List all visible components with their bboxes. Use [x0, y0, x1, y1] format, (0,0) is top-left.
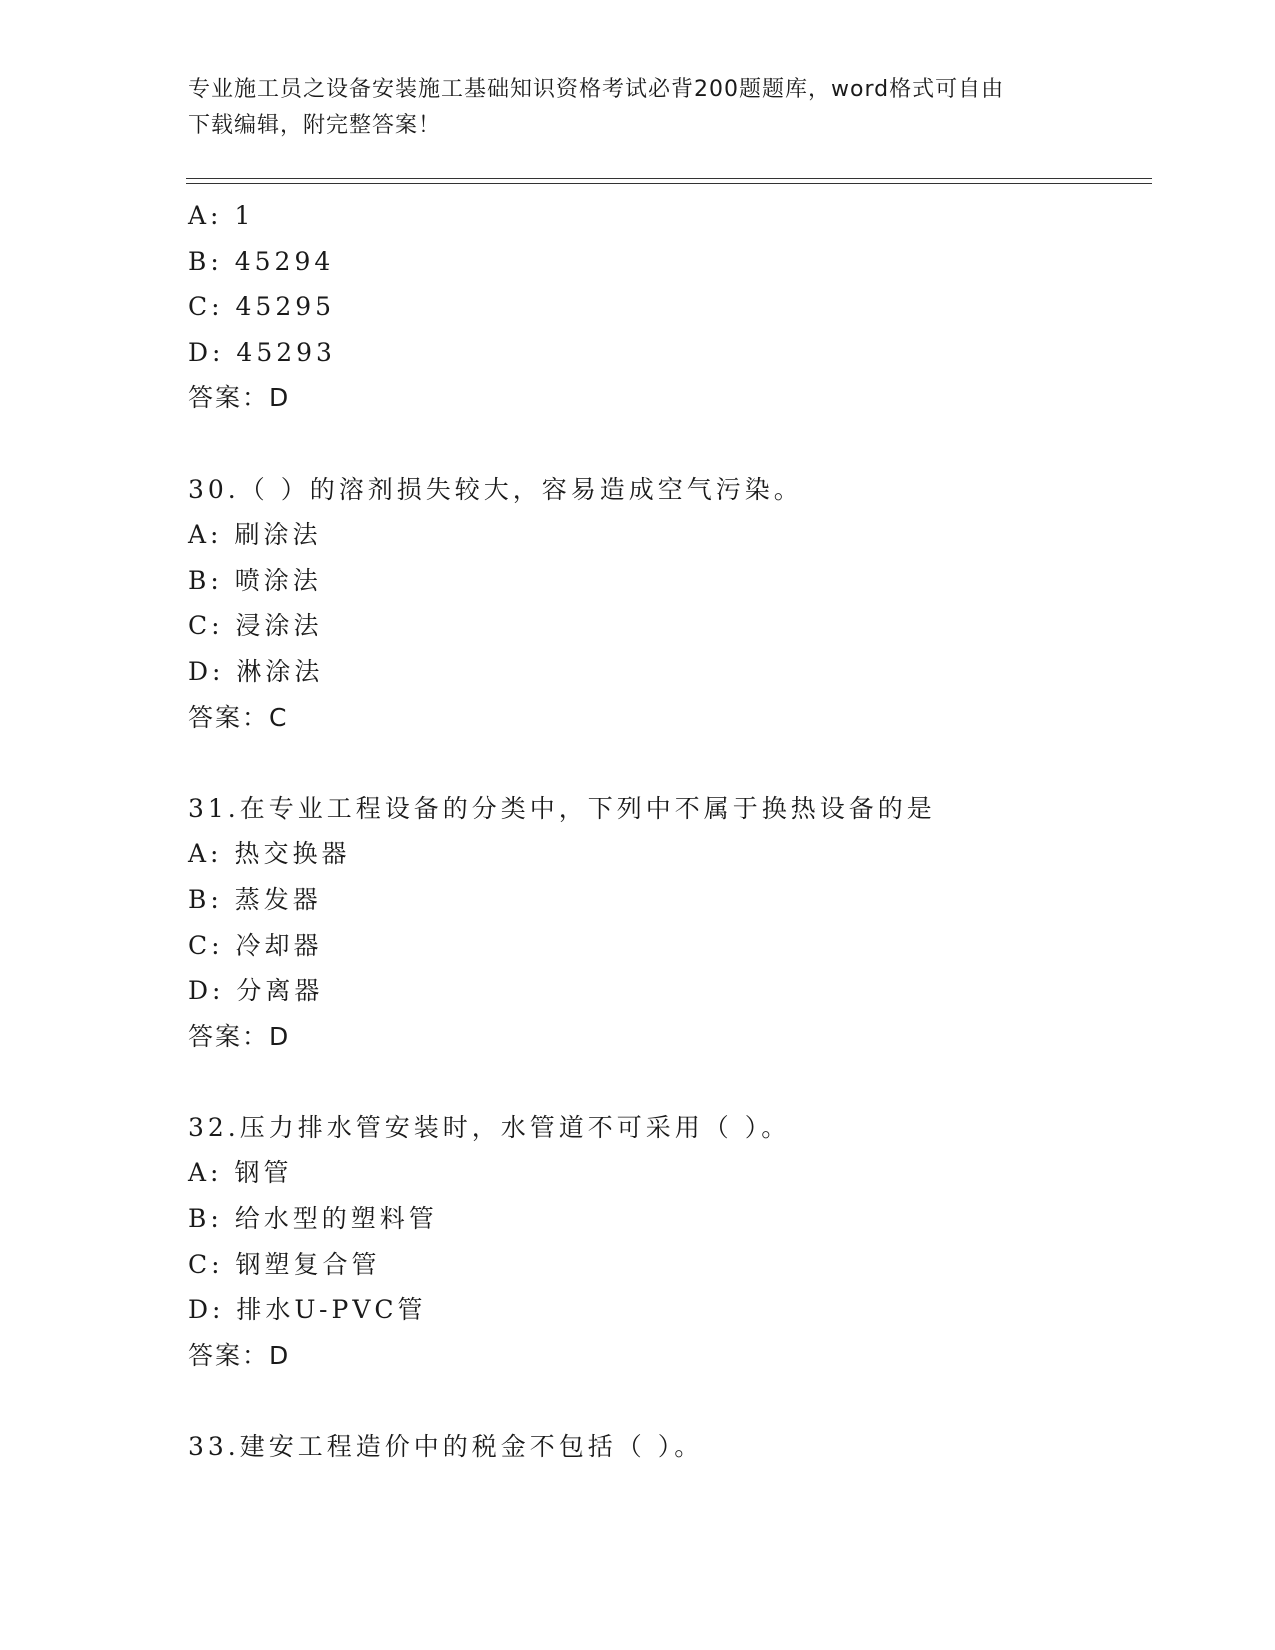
option-c: C: 钢塑复合管	[188, 1249, 381, 1279]
option-b: B: 喷涂法	[188, 565, 322, 595]
question-list	[188, 193, 1148, 1470]
option-a: A: 钢管	[188, 1158, 293, 1188]
spacer	[188, 740, 1148, 786]
question-title: 31.在专业工程设备的分类中，下列中不属于换热设备的是	[188, 793, 936, 823]
option-a: A: 刷涂法	[188, 520, 322, 550]
answer-line: 答案：D	[188, 1021, 291, 1051]
answer-line: 答案：C	[188, 702, 289, 732]
document-header	[188, 72, 1088, 144]
option-c: C: 冷却器	[188, 930, 323, 960]
spacer	[188, 421, 1148, 467]
option-d: D: 分离器	[188, 976, 324, 1006]
header-line-1: 专业施工员之设备安装施工基础知识资格考试必背200题题库，word格式可自由	[188, 77, 1005, 102]
option-a: A: 热交换器	[188, 839, 351, 869]
question-title: 32.压力排水管安装时，水管道不可采用（ ）。	[188, 1112, 791, 1142]
answer-line: 答案：D	[188, 383, 291, 413]
option-b: B: 给水型的塑料管	[188, 1204, 438, 1234]
header-divider-top	[186, 178, 1152, 179]
option-b: B: 蒸发器	[188, 884, 322, 914]
spacer	[188, 1378, 1148, 1424]
option-c: C: 浸涂法	[188, 611, 323, 641]
option-b: B: 45294	[188, 246, 335, 276]
option-d: D: 排水U-PVC管	[188, 1295, 427, 1325]
header-line-2: 下载编辑，附完整答案！	[188, 113, 442, 138]
question-title: 30.（ ）的溶剂损失较大，容易造成空气污染。	[188, 474, 803, 504]
answer-line: 答案：D	[188, 1340, 291, 1370]
question-title: 33.建安工程造价中的税金不包括（ ）。	[188, 1432, 704, 1462]
header-divider-bottom	[186, 183, 1152, 184]
option-d: D: 45293	[188, 337, 336, 367]
option-a: A: 1	[188, 201, 255, 230]
spacer	[188, 1059, 1148, 1105]
option-c: C: 45295	[188, 292, 336, 322]
option-d: D: 淋涂法	[188, 656, 324, 686]
